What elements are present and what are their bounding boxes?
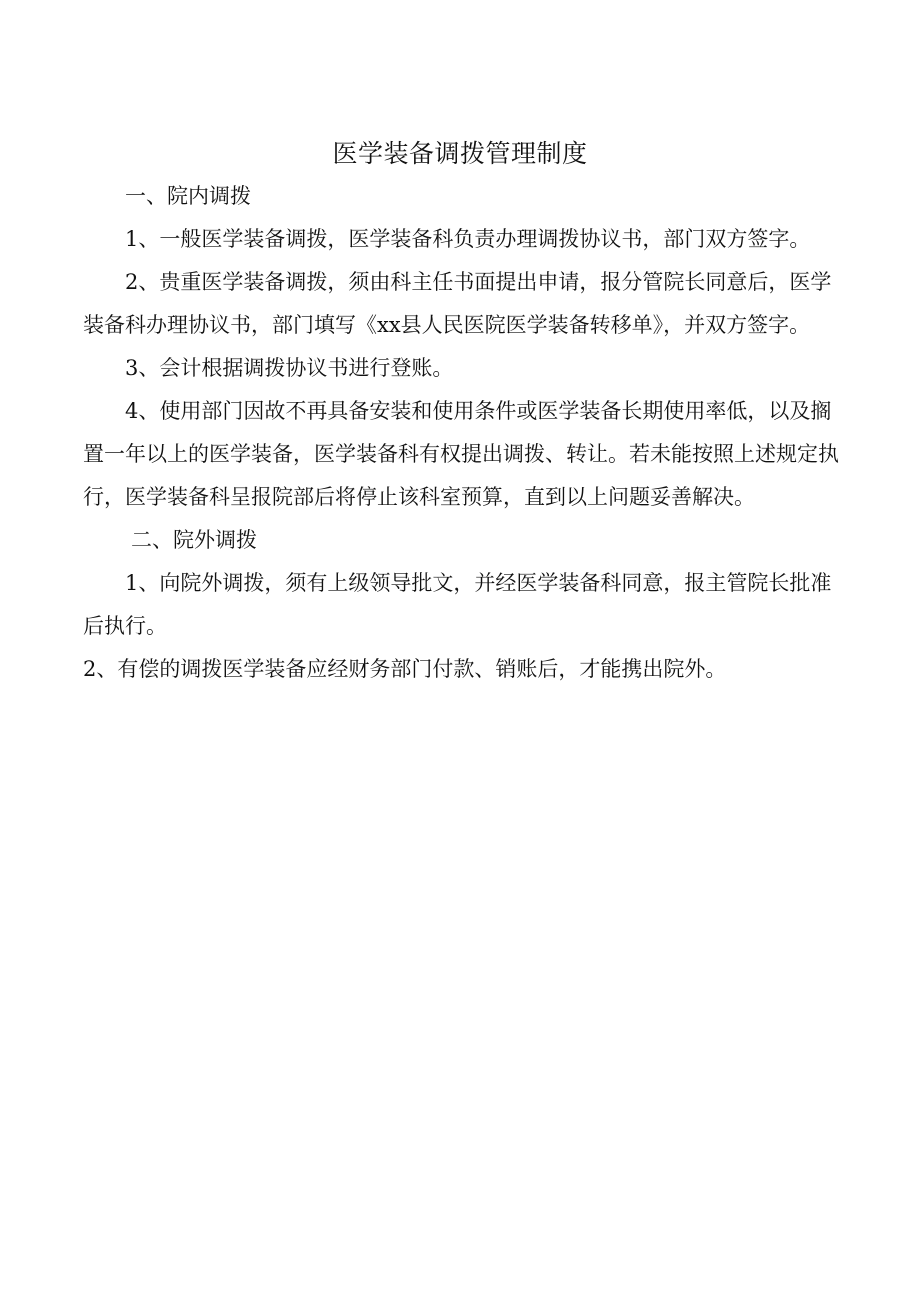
- section-heading-internal: 一、院内调拨: [125, 184, 251, 208]
- paragraph-external-2: 2、有偿的调拨医学装备应经财务部门付款、销账后，才能携出院外。: [83, 657, 727, 681]
- paragraph-internal-1: 1、一般医学装备调拨，医学装备科负责办理调拨协议书，部门双方签字。: [125, 227, 811, 251]
- document-body: [83, 175, 841, 691]
- paragraph-external-1: 1、向院外调拨，须有上级领导批文，并经医学装备科同意，报主管院长批准后执行。: [83, 571, 832, 638]
- paragraph-internal-4: 4、使用部门因故不再具备安装和使用条件或医学装备长期使用率低，以及搁置一年以上的医学装备，医学装备科有权提出调拨、转让。若未能按照上述规定执行，医学装备科呈报院部后将停止该科室预算，直到以上问题妥善解决。: [83, 399, 839, 509]
- document-title: 医学装备调拨管理制度: [332, 138, 588, 168]
- section-heading-external: 二、院外调拨: [131, 528, 257, 552]
- paragraph-internal-2: 2、贵重医学装备调拨，须由科主任书面提出申请，报分管院长同意后，医学装备科办理协议书，部门填写《xx县人民医院医学装备转移单》，并双方签字。: [83, 270, 832, 337]
- paragraph-internal-3: 3、会计根据调拨协议书进行登账。: [125, 356, 454, 380]
